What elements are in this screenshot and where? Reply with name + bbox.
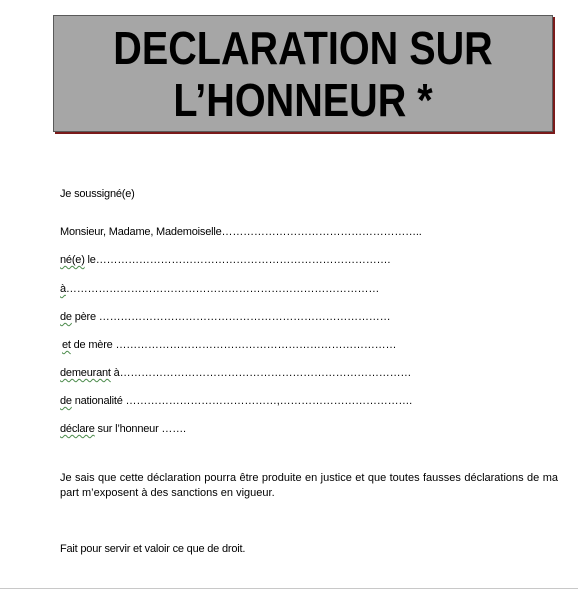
field-birth-place-prefix: à	[60, 283, 66, 295]
field-nationality-prefix: de	[60, 395, 72, 407]
closing-line: Fait pour servir et valoir ce que de droit.	[60, 543, 246, 555]
field-declaration-label: sur l’honneur	[94, 423, 162, 435]
field-civility-label: Monsieur, Madame, Mademoiselle	[60, 226, 222, 238]
statement-paragraph: Je sais que cette déclaration pourra être produite en justice et que toutes fausses déclarations de ma part m’exposent à des sanctions en vigueur.	[60, 472, 558, 499]
field-nationality-dots: ……………………………………,……………………………….	[125, 395, 413, 407]
title-box	[53, 15, 553, 132]
intro-line: Je soussigné(e)	[60, 188, 135, 200]
field-father-label: père	[71, 311, 99, 323]
field-mother-dots: ……………………………………………………………………	[115, 339, 397, 351]
field-address[interactable]	[60, 366, 411, 380]
field-father-prefix: de	[60, 311, 72, 323]
field-birth-place-dots: ……………………………………………………………………………	[65, 283, 380, 295]
field-mother-label: de mère	[70, 339, 116, 351]
field-birth-place[interactable]	[60, 282, 379, 296]
field-declaration-dots: …….	[161, 423, 186, 435]
field-father[interactable]	[60, 310, 390, 324]
title-line-2: L’HONNEUR *	[173, 74, 433, 126]
field-mother-prefix: et	[62, 339, 71, 351]
field-birth-date-dots: ……………………………………………………………………….	[95, 254, 391, 266]
field-birth-date[interactable]	[60, 253, 390, 267]
field-civility-dots: ………………………………………………..	[221, 226, 422, 238]
field-address-label: à	[110, 367, 120, 379]
field-address-dots: ………………………………………………………………………	[119, 367, 412, 379]
field-nationality[interactable]	[60, 394, 412, 408]
field-father-dots: ………………………………………………………………………	[98, 311, 391, 323]
field-mother[interactable]	[62, 338, 396, 352]
field-birth-date-prefix: né(e)	[60, 254, 85, 266]
field-declaration-prefix: déclare	[60, 423, 95, 435]
field-declaration[interactable]	[60, 422, 186, 436]
field-civility[interactable]	[60, 225, 422, 239]
title-line-1: DECLARATION SUR	[113, 22, 493, 74]
field-address-prefix: demeurant	[60, 367, 111, 379]
page-bottom-rule	[0, 588, 578, 589]
field-birth-date-label: le	[84, 254, 96, 266]
field-nationality-label: nationalité	[71, 395, 126, 407]
